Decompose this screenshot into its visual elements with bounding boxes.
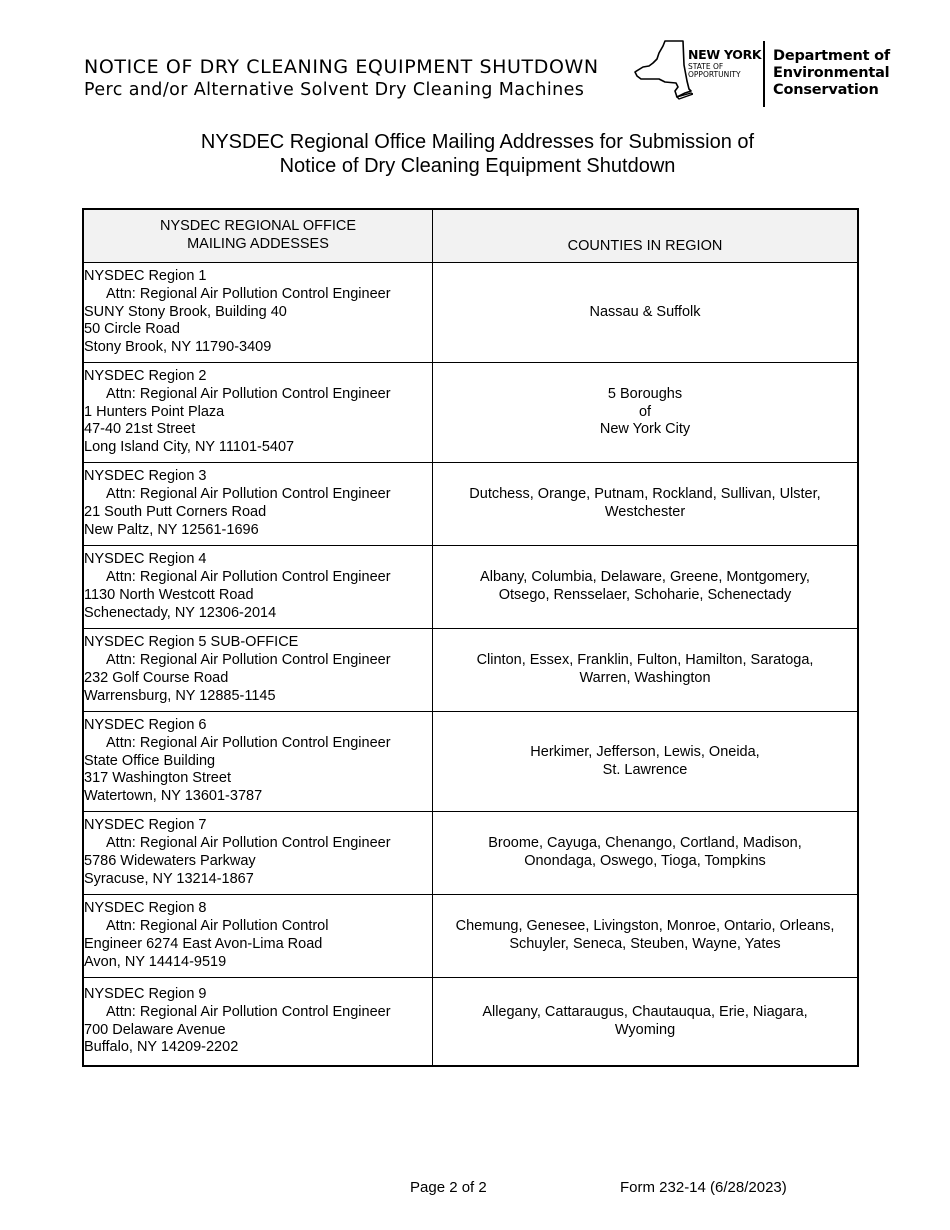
region-counties [433, 546, 857, 629]
table-row [84, 812, 857, 895]
region-name: NYSDEC Region 5 SUB-OFFICE [84, 634, 299, 651]
attention-line: Attn: Regional Air Pollution Control [106, 918, 329, 935]
county-line: New York City [599, 421, 691, 438]
address-line: State Office Building [84, 752, 216, 769]
county-line: Chemung, Genesee, Livingston, Monroe, Ontario, Orleans, [455, 918, 835, 935]
region-name: NYSDEC Region 7 [84, 817, 207, 834]
attention-line: Attn: Regional Air Pollution Control Engineer [106, 734, 391, 751]
attention-line: Attn: Regional Air Pollution Control Engineer [106, 569, 391, 586]
address-line: 21 South Putt Corners Road [84, 504, 267, 520]
attention-line: Attn: Regional Air Pollution Control Engineer [106, 1003, 391, 1020]
form-subtitle: Perc and/or Alternative Solvent Dry Cleaning Machines [84, 80, 585, 100]
logo-environmental: Environmental [773, 65, 890, 81]
region-counties [433, 463, 857, 546]
county-line: 5 Boroughs [607, 385, 683, 402]
region-name: NYSDEC Region 3 [84, 468, 207, 485]
region-address [84, 812, 433, 895]
address-line: Watertown, NY 13601-3787 [84, 788, 263, 805]
region-counties [433, 363, 857, 463]
table-row [84, 546, 857, 629]
address-line: 1 Hunters Point Plaza [84, 403, 225, 420]
county-line: Nassau & Suffolk [589, 303, 701, 320]
county-line: St. Lawrence [602, 761, 688, 778]
region-address [84, 463, 433, 546]
attention-line: Attn: Regional Air Pollution Control Engineer [106, 285, 391, 302]
table-row [84, 463, 857, 546]
table-row [84, 712, 857, 812]
region-name: NYSDEC Region 9 [84, 985, 207, 1002]
region-name: NYSDEC Region 8 [84, 900, 207, 917]
address-line: 1130 North Westcott Road [84, 587, 254, 603]
form-title: NOTICE OF DRY CLEANING EQUIPMENT SHUTDOWN [84, 56, 599, 78]
column-header-addresses [84, 210, 433, 263]
column-header-addresses-line1: NYSDEC REGIONAL OFFICE [159, 218, 357, 235]
address-line: Engineer 6274 East Avon-Lima Road [84, 936, 323, 952]
region-counties [433, 712, 857, 812]
region-name: NYSDEC Region 4 [84, 551, 207, 568]
form-number: Form 232-14 (6/28/2023) [620, 1179, 787, 1196]
address-line: 47-40 21st Street [84, 421, 196, 438]
region-counties [433, 263, 857, 363]
county-line: Wyoming [614, 1021, 676, 1038]
address-line: 5786 Widewaters Parkway [84, 853, 256, 869]
logo-divider [763, 41, 765, 107]
attention-line: Attn: Regional Air Pollution Control Engineer [106, 486, 391, 503]
address-line: 700 Delaware Avenue [84, 1021, 226, 1038]
county-line: Dutchess, Orange, Putnam, Rockland, Sullivan, Ulster, [469, 486, 821, 503]
region-address [84, 895, 433, 978]
region-name: NYSDEC Region 2 [84, 368, 207, 384]
county-line: Herkimer, Jefferson, Lewis, Oneida, [530, 743, 760, 760]
region-counties [433, 812, 857, 895]
region-address [84, 263, 433, 363]
region-address [84, 712, 433, 812]
address-line: Syracuse, NY 13214-1867 [84, 870, 254, 887]
address-line: Buffalo, NY 14209-2202 [84, 1039, 239, 1056]
region-counties [433, 978, 857, 1065]
logo-conservation: Conservation [773, 82, 879, 98]
region-address [84, 629, 433, 712]
table-row [84, 978, 857, 1065]
county-line: Albany, Columbia, Delaware, Greene, Montgomery, [480, 569, 810, 586]
new-york-state-map-icon [633, 39, 693, 101]
county-line: Allegany, Cattaraugus, Chautauqua, Erie, Niagara, [482, 1003, 808, 1020]
attention-line: Attn: Regional Air Pollution Control Engineer [106, 385, 391, 402]
county-line: Westchester [604, 504, 686, 520]
county-line: Otsego, Rensselaer, Schoharie, Schenectady [498, 587, 792, 603]
nysdec-logo [633, 39, 893, 109]
region-address [84, 546, 433, 629]
logo-new-york: NEW YORK [688, 47, 762, 62]
region-address [84, 363, 433, 463]
county-line: of [638, 403, 652, 420]
address-line: 317 Washington Street [84, 770, 231, 787]
document-title-line2: Notice of Dry Cleaning Equipment Shutdown [279, 155, 676, 177]
table-row [84, 629, 857, 712]
county-line: Broome, Cayuga, Chenango, Cortland, Madison, [488, 835, 802, 852]
address-line: Long Island City, NY 11101-5407 [84, 439, 295, 456]
address-line: 50 Circle Road [84, 321, 180, 338]
regional-offices-table [82, 208, 859, 1067]
address-line: Schenectady, NY 12306-2014 [84, 604, 277, 621]
county-line: Onondaga, Oswego, Tioga, Tompkins [524, 853, 766, 869]
address-line: Warrensburg, NY 12885-1145 [84, 687, 276, 704]
document-title-line1: NYSDEC Regional Office Mailing Addresses for Submission of [200, 131, 755, 153]
county-line: Warren, Washington [579, 670, 711, 686]
county-line: Clinton, Essex, Franklin, Fulton, Hamilton, Saratoga, [476, 652, 814, 669]
address-line: 232 Golf Course Road [84, 670, 229, 686]
region-counties [433, 895, 857, 978]
region-name: NYSDEC Region 6 [84, 717, 207, 733]
region-name: NYSDEC Region 1 [84, 268, 207, 284]
logo-opportunity: OPPORTUNITY [688, 70, 741, 79]
county-line: Schuyler, Seneca, Steuben, Wayne, Yates [509, 936, 781, 952]
region-counties [433, 629, 857, 712]
page-number: Page 2 of 2 [410, 1179, 487, 1196]
logo-state-of: STATE OF [688, 62, 724, 71]
address-line: New Paltz, NY 12561-1696 [84, 521, 259, 538]
column-header-addresses-line2: MAILING ADDESSES [187, 236, 329, 252]
address-line: SUNY Stony Brook, Building 40 [84, 303, 287, 320]
table-row [84, 363, 857, 463]
table-header-row [84, 210, 857, 263]
table-row [84, 895, 857, 978]
region-address [84, 978, 433, 1065]
attention-line: Attn: Regional Air Pollution Control Engineer [106, 652, 391, 669]
table-row [84, 263, 857, 363]
logo-department-of: Department of [773, 48, 891, 64]
address-line: Avon, NY 14414-9519 [84, 953, 227, 970]
address-line: Stony Brook, NY 11790-3409 [84, 339, 272, 356]
column-header-counties: COUNTIES IN REGION [433, 210, 857, 263]
attention-line: Attn: Regional Air Pollution Control Engineer [106, 835, 391, 852]
